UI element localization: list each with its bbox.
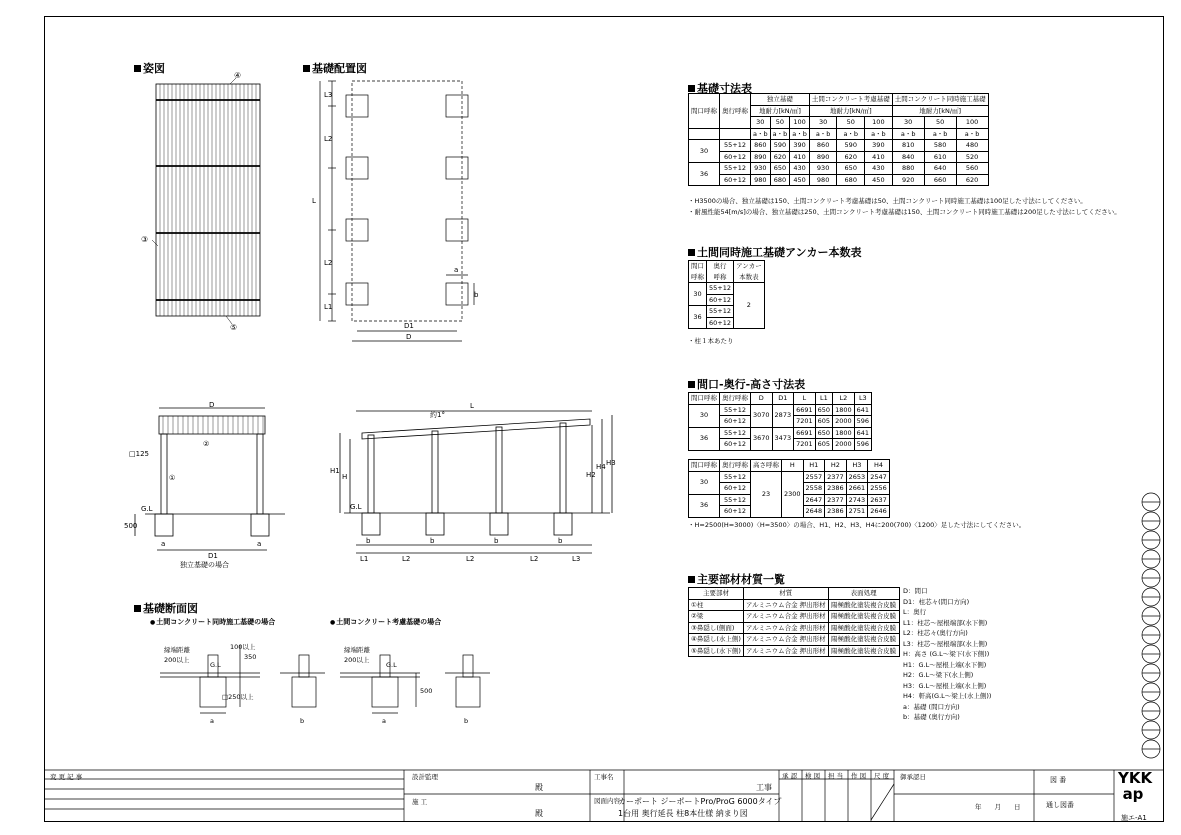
size2-v: 2386 (825, 483, 847, 495)
size2-w: 30 (689, 471, 720, 494)
size2-h: 間口呼称 (689, 460, 720, 472)
dim-v: 650 (770, 163, 790, 175)
size2-d: 60+12 (720, 483, 751, 495)
size2-v: 2647 (803, 494, 825, 506)
size2-h: H3 (846, 460, 868, 472)
size1-v: 650 (815, 404, 832, 416)
size2-v: 2751 (846, 506, 868, 518)
mat-finish: 陽極酸化塗装複合皮膜 (828, 634, 899, 646)
dim-v: 580 (924, 140, 956, 152)
dim-v: 410 (790, 151, 810, 163)
size2-v: 2648 (803, 506, 825, 518)
mat-material: アルミニウム合金 押出形材 (743, 634, 828, 646)
anchor-d: 60+12 (707, 294, 734, 306)
legend-item: H2：G.L～梁下(水上側) (903, 671, 974, 679)
dim-v: 430 (865, 163, 893, 175)
dim-v: 680 (770, 174, 790, 186)
dim-bearing3: 地耐力[kN/㎡] (892, 105, 988, 117)
heading-section: 基礎断面図 (134, 600, 198, 616)
dim-w: 30 (689, 140, 720, 163)
front-GL: G.L (141, 505, 153, 513)
anchor-d: 55+12 (707, 306, 734, 318)
tb-construction: 施 工 (412, 798, 428, 806)
section-sub1: ● 土間コンクリート同時施工基礎の場合 (150, 617, 275, 627)
tb-stamp-4: 作 図 (851, 772, 867, 780)
dim-g3: 土間コンクリート同時施工基礎 (892, 94, 988, 106)
dim-v: 430 (790, 163, 810, 175)
size1-d: 60+12 (720, 416, 751, 428)
tb-dono2: 殿 (535, 809, 543, 818)
heading-dim-table: 基礎寸法表 (688, 80, 752, 96)
anchor-w: 36 (689, 306, 707, 329)
size1-h: L3 (854, 393, 871, 405)
side-L2b: L2 (466, 555, 475, 563)
legend-item: L：奥行 (903, 608, 927, 616)
legend-item: H3：G.L～屋根上端(水上側) (903, 681, 987, 690)
tb-project-label: 工事名 (594, 773, 614, 781)
side-elevation (320, 395, 620, 570)
side-H4: H4 (596, 463, 606, 471)
dim-v: 620 (837, 151, 865, 163)
sec2-edge: 縁端距離 (344, 646, 370, 654)
front-D1: D1 (208, 552, 218, 560)
sec2-a: a (382, 717, 386, 725)
sec1-350: 350 (244, 653, 257, 661)
dim-g1: 独立基礎 (751, 94, 810, 106)
side-L3: L3 (572, 555, 581, 563)
dim-v: 590 (770, 140, 790, 152)
mat-finish: 陽極酸化塗装複合皮膜 (828, 622, 899, 634)
anchor-d: 60+12 (707, 317, 734, 329)
anchor-w: 30 (689, 283, 707, 306)
dim-ab: a・b (865, 128, 893, 140)
table-row (689, 427, 872, 439)
sec1-a: a (210, 717, 214, 725)
anchor-h-depth: 奥行 呼称 (707, 261, 734, 283)
size1-D1: 3473 (772, 427, 794, 450)
side-approx: 約1° (430, 411, 445, 419)
tb-content-line1: カーポート ジーポートPro/ProG 6000タイプ (618, 797, 782, 806)
side-L2a: L2 (402, 555, 411, 563)
layout-b: b (474, 291, 479, 299)
iso-roof-plan (140, 70, 280, 340)
size1-v: 641 (854, 427, 871, 439)
dim-v: 390 (790, 140, 810, 152)
size2-v: 2661 (846, 483, 868, 495)
size1-v: 1800 (833, 427, 855, 439)
mat-h: 材質 (743, 588, 828, 600)
dim-ab: a・b (751, 128, 771, 140)
table-row (689, 151, 989, 163)
table-row (689, 471, 890, 483)
tb-content-label: 図面内容 (594, 797, 620, 805)
size2-v: 2386 (825, 506, 847, 518)
front-elevation (125, 400, 295, 570)
tb-design-supervision: 設計監理 (412, 773, 438, 781)
size1-w: 36 (689, 427, 720, 450)
foundation-pads (346, 95, 468, 305)
size-note: ・H=2500(H=3000)〈H=3500〉の場合、H1、H2、H3、H4に200(700)〈1200〉足した寸法にしてください。 (688, 521, 1026, 529)
tb-sheet-code: 施エ-A1 (1121, 814, 1147, 822)
front-mark-2: ② (203, 440, 210, 448)
size2-v: 2377 (825, 494, 847, 506)
dim-col: 30 (809, 117, 837, 129)
dim-v: 620 (956, 174, 988, 186)
front-sq125: □125 (129, 450, 149, 458)
size2-hcode: 23 (751, 471, 782, 517)
anchor-note: ・柱１本あたり (688, 337, 734, 345)
front-a2: a (257, 540, 262, 548)
dim-ab: a・b (956, 128, 988, 140)
anchor-h-width: 間口 呼称 (689, 261, 707, 283)
dim-h-depth: 奥行呼称 (720, 94, 751, 129)
dim-ab: a・b (924, 128, 956, 140)
dim-v: 930 (809, 163, 837, 175)
legend-item: H1：G.L～屋根上端(水下側) (903, 660, 987, 669)
dim-v: 810 (892, 140, 924, 152)
dim-v: 890 (809, 151, 837, 163)
legend-item: H4：軒高(G.L～梁上(水上側)) (903, 692, 992, 700)
side-b1: b (366, 537, 371, 545)
table-row (689, 404, 872, 416)
tb-drawing-no: 図 番 (1050, 776, 1067, 784)
size2-d: 55+12 (720, 471, 751, 483)
table-row (689, 645, 900, 657)
dim-ab: a・b (770, 128, 790, 140)
legend-item: L1：柱芯～屋根端部(水下側) (903, 618, 988, 627)
mat-part: ①柱 (689, 599, 744, 611)
dim-v: 920 (892, 174, 924, 186)
side-GL: G.L (350, 503, 362, 511)
heading-size-table: 間口-奥行-高さ寸法表 (688, 376, 805, 392)
foundation-dim-table (688, 93, 989, 186)
front-500: 500 (124, 522, 138, 530)
brand-logo: YKK ap (1118, 769, 1153, 803)
dim-v: 610 (924, 151, 956, 163)
section-sub2: ● 土間コンクリート考慮基礎の場合 (330, 617, 441, 627)
size2-h: 高さ呼称 (751, 460, 782, 472)
size1-h: L (794, 393, 816, 405)
size2-v: 2743 (846, 494, 868, 506)
dim-v: 390 (865, 140, 893, 152)
dim-v: 450 (790, 174, 810, 186)
sec2-500: 500 (420, 687, 433, 695)
size1-v: 596 (854, 416, 871, 428)
dim-v: 890 (751, 151, 771, 163)
mat-part: ⑤鼻隠し(水下側) (689, 645, 744, 657)
size2-h: H1 (803, 460, 825, 472)
size1-d: 55+12 (720, 427, 751, 439)
dim-v: 450 (865, 174, 893, 186)
size1-v: 7201 (794, 416, 816, 428)
mat-material: アルミニウム合金 押出形材 (743, 599, 828, 611)
dim-v: 680 (837, 174, 865, 186)
side-b3: b (494, 537, 499, 545)
size2-h: H2 (825, 460, 847, 472)
size2-H: 2300 (782, 471, 804, 517)
tb-change-record: 変 更 記 事 (50, 773, 83, 781)
side-L: L (470, 402, 474, 410)
front-a1: a (161, 540, 166, 548)
side-H: H (342, 473, 348, 481)
dim-w: 36 (689, 163, 720, 186)
size1-D1: 2873 (772, 404, 794, 427)
anchor-h-count: アンカー 本数表 (734, 261, 765, 283)
sec1-100: 100以上 (230, 643, 256, 651)
size1-h: L1 (815, 393, 832, 405)
side-H1: H1 (330, 467, 340, 475)
tb-project-suffix: 工事 (756, 783, 772, 792)
size1-v: 7201 (794, 439, 816, 451)
dim-v: 840 (892, 151, 924, 163)
heading-iso: 姿図 (134, 60, 165, 76)
iso-mark-5: ⑤ (230, 323, 238, 332)
size2-v: 2556 (868, 483, 890, 495)
side-b2: b (430, 537, 435, 545)
heading-material-table: 主要部材材質一覧 (688, 571, 785, 587)
dim-v: 980 (751, 174, 771, 186)
table-row (689, 283, 765, 295)
dim-col: 30 (751, 117, 771, 129)
dim-v: 480 (956, 140, 988, 152)
dim-v: 620 (770, 151, 790, 163)
dim-v: 640 (924, 163, 956, 175)
mat-finish: 陽極酸化塗装複合皮膜 (828, 645, 899, 657)
dim-d: 55+12 (720, 163, 751, 175)
size2-v: 2646 (868, 506, 890, 518)
size2-d: 60+12 (720, 506, 751, 518)
foundation-layout-plan (312, 75, 480, 350)
tb-stamp-2: 検 図 (805, 772, 821, 780)
tb-approval-date: 御承認日 (900, 773, 926, 781)
mat-material: アルミニウム合金 押出形材 (743, 611, 828, 623)
tb-serial-no: 通し図番 (1046, 801, 1074, 809)
side-H2: H2 (586, 471, 596, 479)
dim-h-width: 間口呼称 (689, 94, 720, 129)
size1-h: 間口呼称 (689, 393, 720, 405)
size1-v: 2000 (833, 416, 855, 428)
sec1-edge: 縁端距離 (164, 646, 190, 654)
size2-h: H4 (868, 460, 890, 472)
heading-anchor-table: 土間同時施工基礎アンカー本数表 (688, 244, 862, 260)
size2-v: 2558 (803, 483, 825, 495)
side-H3: H3 (606, 459, 616, 467)
dim-d: 55+12 (720, 140, 751, 152)
dim-note-2: ・耐風性能54[m/s]の場合、独立基礎は250、土間コンクリート考慮基礎は150、土間コンクリート同時施工基礎は200足した寸法にしてください。 (688, 208, 1121, 216)
dim-bearing2: 地耐力[kN/㎡] (809, 105, 892, 117)
section-detail-2 (340, 635, 510, 725)
front-D: D (209, 401, 215, 409)
size1-h: D (751, 393, 773, 405)
tb-content-line2: 1台用 奥行延長 柱8本仕様 納まり図 (618, 809, 748, 818)
size1-h: L2 (833, 393, 855, 405)
dim-v: 880 (892, 163, 924, 175)
mat-finish: 陽極酸化塗装複合皮膜 (828, 611, 899, 623)
size1-v: 6691 (794, 404, 816, 416)
sec1-200: 200以上 (164, 656, 190, 664)
mat-h: 表面処理 (828, 588, 899, 600)
size1-v: 641 (854, 404, 871, 416)
size2-v: 2547 (868, 471, 890, 483)
heading-layout: 基礎配置図 (303, 60, 367, 76)
size2-h: 奥行呼称 (720, 460, 751, 472)
size2-v: 2557 (803, 471, 825, 483)
dim-col: 50 (770, 117, 790, 129)
dim-col: 100 (865, 117, 893, 129)
layout-L2a: L2 (324, 135, 333, 143)
side-L1: L1 (360, 555, 369, 563)
indep-caption: 独立基礎の場合 (180, 561, 229, 569)
mat-material: アルミニウム合金 押出形材 (743, 622, 828, 634)
size1-v: 605 (815, 439, 832, 451)
dim-d: 60+12 (720, 151, 751, 163)
sec1-sq250: □250以上 (222, 693, 254, 701)
size1-w: 30 (689, 404, 720, 427)
size2-v: 2637 (868, 494, 890, 506)
dim-col: 50 (837, 117, 865, 129)
size2-d: 55+12 (720, 494, 751, 506)
dim-ab: a・b (809, 128, 837, 140)
dim-v: 930 (751, 163, 771, 175)
sec1-GL: G.L (210, 661, 221, 669)
dim-col: 100 (956, 117, 988, 129)
dim-v: 980 (809, 174, 837, 186)
sec2-b: b (464, 717, 469, 725)
table-row (689, 174, 989, 186)
mat-part: ④鼻隠し(水上側) (689, 634, 744, 646)
size1-v: 6691 (794, 427, 816, 439)
iso-mark-4: ④ (234, 71, 242, 80)
dim-v: 860 (809, 140, 837, 152)
tb-date-units: 年 月 日 (975, 803, 1021, 811)
layout-D: D (406, 333, 412, 341)
dim-v: 520 (956, 151, 988, 163)
mat-finish: 陽極酸化塗装複合皮膜 (828, 599, 899, 611)
tb-dono1: 殿 (535, 783, 543, 792)
sec1-b: b (300, 717, 305, 725)
dim-note-1: ・H3500の場合、独立基礎は150、土間コンクリート考慮基礎は50、土間コンクリート同時施工基礎は100足した寸法にしてください。 (688, 197, 1087, 205)
anchor-count: 2 (734, 283, 765, 329)
size1-v: 2000 (833, 439, 855, 451)
size2-w: 36 (689, 494, 720, 517)
front-mark-1: ① (169, 474, 176, 482)
tb-stamp-3: 担 当 (828, 772, 844, 780)
tb-stamp-1: 承 認 (782, 772, 798, 780)
dim-col: 100 (790, 117, 810, 129)
layout-L2b: L2 (324, 259, 333, 267)
size1-v: 596 (854, 439, 871, 451)
dim-v: 660 (924, 174, 956, 186)
size-table-2 (688, 459, 890, 518)
mat-h: 主要部材 (689, 588, 744, 600)
dim-col: 30 (892, 117, 924, 129)
size1-v: 1800 (833, 404, 855, 416)
table-row (689, 634, 900, 646)
mat-material: アルミニウム合金 押出形材 (743, 645, 828, 657)
material-table (688, 587, 900, 657)
dim-v: 860 (751, 140, 771, 152)
size2-v: 2653 (846, 471, 868, 483)
legend-item: D：間口 (903, 587, 928, 595)
mat-part: ③鼻隠し(側面) (689, 622, 744, 634)
size1-h: 奥行呼称 (720, 393, 751, 405)
layout-L3: L3 (324, 91, 333, 99)
legend (903, 586, 991, 723)
dim-d: 60+12 (720, 174, 751, 186)
margin-circles (1136, 490, 1166, 760)
size1-d: 55+12 (720, 404, 751, 416)
size-table-1 (688, 392, 872, 451)
legend-item: b：基礎 (奥行方向) (903, 713, 960, 721)
sec2-GL: G.L (386, 661, 397, 669)
layout-L1: L1 (324, 303, 333, 311)
dim-bearing1: 地耐力[kN/㎡] (751, 105, 810, 117)
table-row (689, 622, 900, 634)
legend-item: H：高さ (G.L～梁下(水下側)) (903, 650, 990, 658)
dim-col: 50 (924, 117, 956, 129)
size2-h: H (782, 460, 804, 472)
dim-v: 560 (956, 163, 988, 175)
dim-v: 590 (837, 140, 865, 152)
layout-a: a (454, 266, 459, 274)
iso-mark-3: ③ (141, 235, 149, 244)
table-row (689, 163, 989, 175)
table-row (689, 599, 900, 611)
size1-D: 3070 (751, 404, 773, 427)
size1-h: D1 (772, 393, 794, 405)
mat-part: ②梁 (689, 611, 744, 623)
layout-L: L (312, 197, 316, 205)
legend-item: D1：柱芯々(間口方向) (903, 597, 970, 606)
dim-ab: a・b (837, 128, 865, 140)
dim-v: 410 (865, 151, 893, 163)
size1-D: 3670 (751, 427, 773, 450)
legend-item: L3：柱芯～屋根端部(水上側) (903, 639, 988, 648)
side-b4: b (558, 537, 563, 545)
dim-ab: a・b (790, 128, 810, 140)
layout-D1: D1 (404, 322, 414, 330)
size2-v: 2377 (825, 471, 847, 483)
dim-v: 650 (837, 163, 865, 175)
legend-item: a：基礎 (間口方向) (903, 702, 960, 711)
side-L2c: L2 (530, 555, 539, 563)
sec2-200: 200以上 (344, 656, 370, 664)
size1-d: 60+12 (720, 439, 751, 451)
dim-g2: 土間コンクリート考慮基礎 (809, 94, 892, 106)
legend-item: L2：柱芯々(奥行方向) (903, 629, 968, 637)
size1-v: 605 (815, 416, 832, 428)
tb-stamp-5: 尺 度 (874, 772, 890, 780)
dim-ab: a・b (892, 128, 924, 140)
table-row (689, 611, 900, 623)
section-detail-1 (160, 635, 330, 725)
anchor-table (688, 260, 765, 329)
size1-v: 650 (815, 427, 832, 439)
table-row (689, 140, 989, 152)
anchor-d: 55+12 (707, 283, 734, 295)
